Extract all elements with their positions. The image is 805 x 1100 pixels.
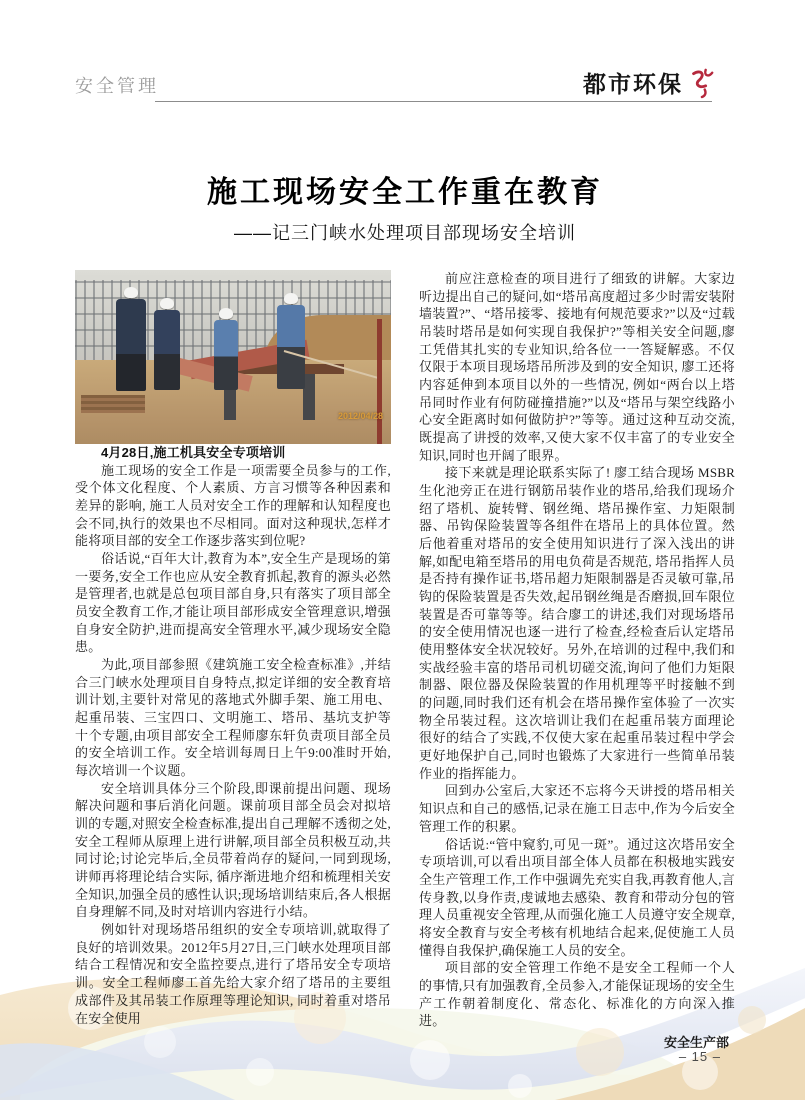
- photo-construction-training: [75, 270, 391, 444]
- photo-red-pole: [377, 319, 382, 444]
- section-label: 安全管理: [75, 76, 159, 96]
- body-paragraph: 回到办公室后,大家还不忘将今天讲授的塔吊相关知识点和自己的感悟,记录在施工日志中,作为今后安全管理工作的积累。: [419, 783, 735, 834]
- worker-figure: [277, 293, 305, 389]
- brand-name: 都市环保: [583, 71, 683, 97]
- helmet-icon: [284, 293, 298, 304]
- worker-figure: [154, 298, 180, 390]
- header-divider: [155, 101, 712, 102]
- body-paragraph: 接下来就是理论联系实际了! 廖工结合现场 MSBR 生化池旁正在进行钢筋吊装作业的塔吊,给我们现场介绍了塔机、旋转臂、钢丝绳、塔吊操作室、力矩限制器、吊钩保险装置等各组件在塔吊上的具体位置。然后他着重对塔吊的安全使用知识进行了深入浅出的讲解,如配电箱至塔吊的用电负荷是否规范, 塔吊指挥人员是否持有操作证书,塔吊超力矩限制器是否灵敏可靠,吊钩的保险装置是否失效,起吊钢丝绳是否磨损,回车限位装置是否可靠等等。结合廖工的讲述,我们对现场塔吊的安全使用情况也逐一进行了检查,经检查后认定塔吊使用整体安全状况较好。另外,在培训的过程中,我们和实战经验丰富的塔吊司机切磋交流,询问了他们力矩限制器、限位器及保险装置的作用机理等平时接触不到的问题,同时我们还有机会在塔吊操作室体验了一次实物全吊装过程。这次培训让我们在起重吊装方面理论很好的结合了实践,不仅使大家在起重吊装过程中学会更好地保护自己,同时也锻炼了大家进行一些简单吊装作业的指挥能力。: [419, 465, 735, 781]
- worker-figure: [214, 308, 238, 390]
- article-subtitle: ——记三门峡水处理项目部现场安全培训: [234, 223, 576, 243]
- photo-date-watermark: 2012/04/28: [337, 410, 383, 421]
- article-title: 施工现场安全工作重在教育: [207, 176, 603, 209]
- body-paragraph: 例如针对现场塔吊组织的安全专项培训,就取得了良好的培训效果。2012年5月27日,三门峡水处理项目部结合工程情况和安全监控要点,进行了塔吊安全专项培训。安全工程师廖工首先给大家介绍了塔吊的主要组成部件及其吊装工作原理等理论知识, 同时着重对塔吊在安全使用: [75, 922, 391, 1026]
- right-column: [419, 270, 735, 1052]
- article-title-block: [75, 176, 735, 245]
- body-paragraph: 安全培训具体分三个阶段,即课前提出问题、现场解决问题和事后消化问题。课前项目部全员会对拟培训的专题,对照安全检查标准,提出自己理解不透彻之处,安全工程师从原理上进行讲解,项目部全员积极互动,共同讨论;讨论完毕后,全员带着尚存的疑问,一同到现场,讲师再将理论结合实际, 循序渐进地介绍和梳理相关安全知识,加强全员的感性认识;现场培训结束后,各人根据自身理解不同,及时对培训内容进行小结。: [75, 780, 391, 920]
- brand-seal-icon: [687, 67, 715, 99]
- helmet-icon: [124, 287, 138, 298]
- helmet-icon: [160, 298, 174, 309]
- body-paragraph: 项目部的安全管理工作绝不是安全工程师一个人的事情,只有加强教育,全员参入,才能保证现场的安全生产工作朝着制度化、常态化、标准化的方向深入推进。: [419, 960, 735, 1029]
- worker-figure: [116, 287, 146, 391]
- byline-department: 安全生产部: [663, 1034, 729, 1050]
- photo-caption: 4月28日,施工机具安全专项培训: [101, 445, 286, 460]
- article-body: [75, 270, 735, 1052]
- body-paragraph: 俗话说:“管中窥豹,可见一斑”。通过这次塔吊安全专项培训,可以看出项目部全体人员都在积极地实践安全生产管理工作,工作中强调先充实自我,再教育他人,言传身教,以身作责,虔诚地去感染、教育和带动分包的管理人员重视安全管理,从而强化施工人员遵守安全规章,将安全教育与安全考核有机地结合起来,促使施工人员懂得自我保护,确保施工人员的安全。: [419, 836, 735, 958]
- brand-logo: [583, 66, 715, 99]
- body-paragraph: 前应注意检查的项目进行了细致的讲解。大家边听边提出自己的疑问,如“塔吊高度超过多少时需安装附墙装置?”、“塔吊接零、接地有何规范要求?”以及“过载吊装时塔吊是如何实现自我保护?”等相关安全问题,廖工凭借其扎实的专业知识,给各位一一答疑解惑。不仅仅限于本项目现场塔吊所涉及到的安全知识, 廖工还将内容延伸到本项目以外的一些情况, 例如“两台以上塔吊同时作业有何防碰撞措施?”以及“塔吊与架空线路小心安全距离时如何做防护?”等等。通过这种互动交流,既提高了讲授的效率,又使大家不仅丰富了的专业安全知识,同时也开阔了眼界。: [419, 271, 735, 463]
- body-paragraph: 俗话说,“百年大计,教育为本”,安全生产是现场的第一要务,安全工作也应从安全教育抓起,教育的源头必然是管理者,也就是总包项目部自身,只有落实了项目部全员安全教育工作,才能让项目部形成安全管理意识,增强自身安全防护,进而提高安全管理水平,减少现场安全隐患。: [75, 551, 391, 655]
- body-paragraph: 施工现场的安全工作是一项需要全员参与的工作,受个体文化程度、个人素质、方言习惯等各种因素和差异的影响, 施工人员对安全工作的理解和认知程度也会不同,执行的效果也不尽相同。面对这种现状,怎样才能将项目部的安全工作逐步落实到位呢?: [75, 462, 391, 549]
- page-number: – 15 –: [678, 1049, 721, 1064]
- photo-plank-stack: [81, 395, 144, 412]
- left-column: [75, 270, 391, 1052]
- helmet-icon: [219, 308, 233, 319]
- body-paragraph: 为此,项目部参照《建筑施工安全检查标准》,并结合三门峡水处理项目自身特点,拟定详细的安全教育培训计划,主要针对常见的落地式外脚手架、施工用电、起重吊装、三宝四口、文明施工、塔吊、基坑支护等十个专题,由项目部安全工程师廖东轩负责项目部全员的安全培训工作。安全培训每周日上午9:00准时开始,每次培训一个议题。: [75, 657, 391, 779]
